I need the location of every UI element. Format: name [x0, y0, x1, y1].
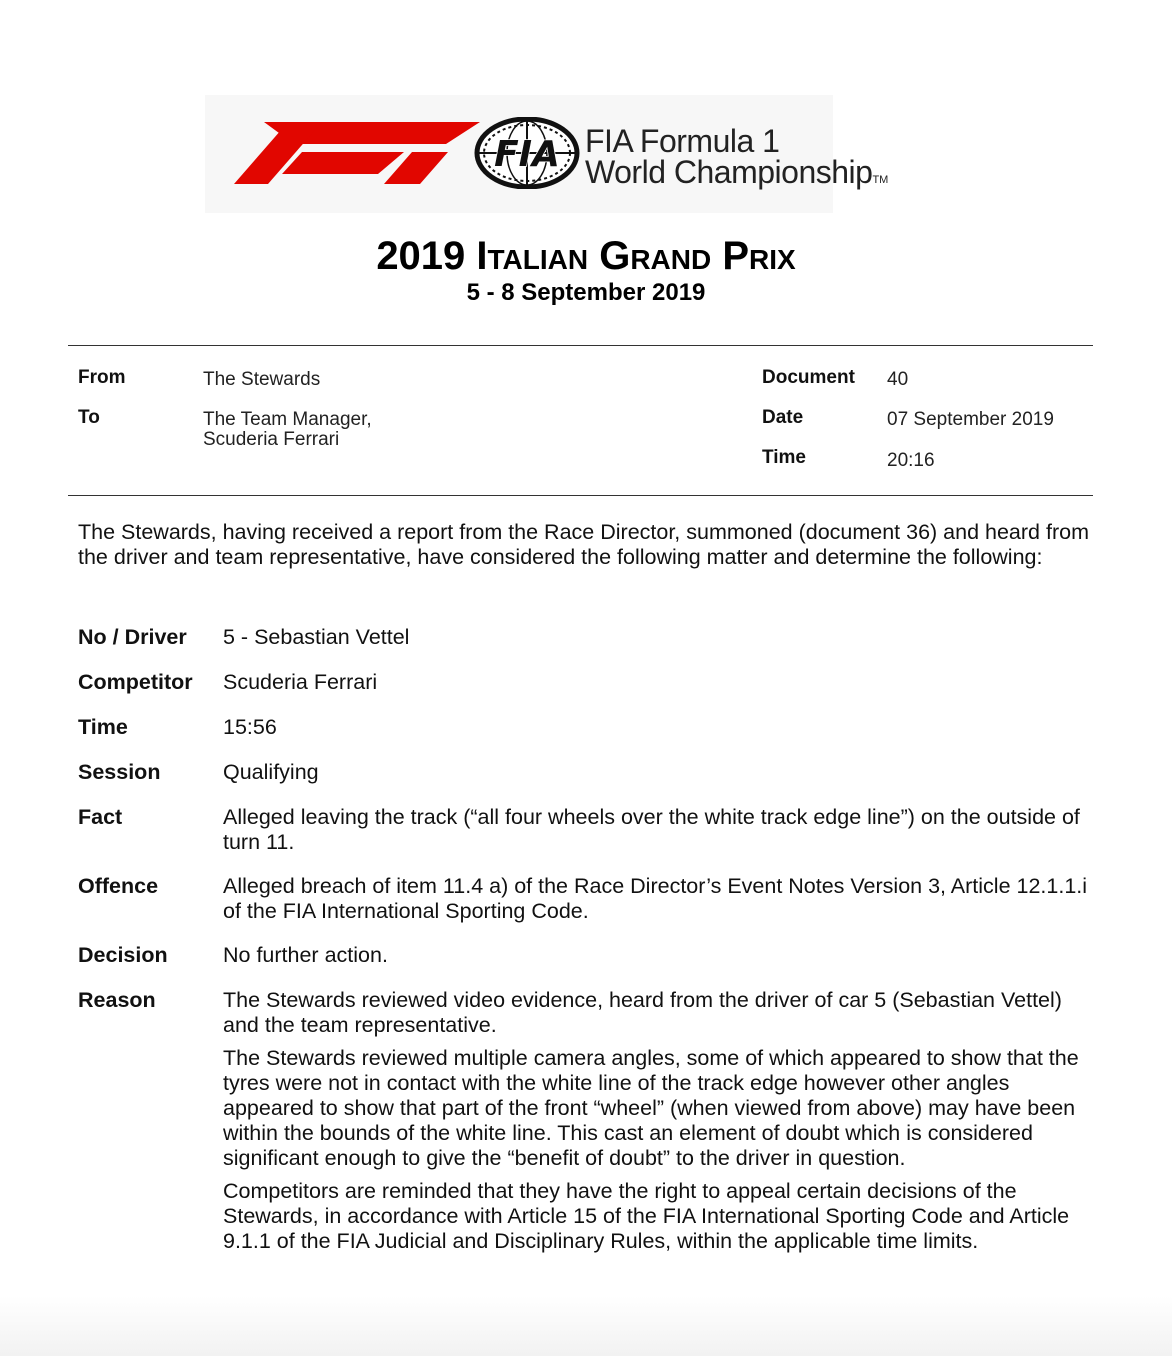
- fia-logo-text: FIA: [494, 134, 560, 175]
- offence-value: Alleged breach of item 11.4 a) of the Race Director’s Event Notes Version 3, Article 12.1.1.i of the FIA International Sporting Code.: [223, 874, 1088, 923]
- competitor-label: Competitor: [78, 670, 193, 694]
- event-title: 2019 Italian Grand Prix: [376, 234, 796, 278]
- fact-label: Fact: [78, 805, 123, 829]
- page-bottom-shadow: [0, 1296, 1172, 1356]
- header-bottom-divider: [68, 495, 1093, 496]
- document-label: Document: [762, 367, 855, 388]
- fact-value: Alleged leaving the track (“all four wheels over the white track edge line”) on the outside of turn 11.: [223, 805, 1080, 854]
- f1-logo-icon: [234, 122, 482, 184]
- driver-label: No / Driver: [78, 625, 187, 649]
- championship-line2: World Championship: [585, 154, 873, 190]
- decision-value: No further action.: [223, 943, 388, 967]
- session-value: Qualifying: [223, 760, 319, 784]
- incident-time-label: Time: [78, 715, 128, 739]
- reason-paragraph-3: Competitors are reminded that they have the right to appeal certain decisions of the Stewards, in accordance with Article 15 of the FIA International Sporting Code and Article 9.1.1 of the FIA Judicial and Disciplinary Rules, within the applicable time limits.: [223, 1179, 1070, 1253]
- decision-label: Decision: [78, 943, 168, 967]
- driver-value: 5 - Sebastian Vettel: [223, 625, 410, 649]
- time-value: 20:16: [887, 450, 935, 471]
- to-value-line1: The Team Manager,: [203, 409, 372, 430]
- incident-time-value: 15:56: [223, 715, 277, 739]
- championship-line1: FIA Formula 1: [585, 123, 780, 159]
- reason-label: Reason: [78, 988, 156, 1012]
- intro-paragraph: The Stewards, having received a report from the Race Director, summoned (document 36) and heard from the driver and team representative, have considered the following matter and determine the following:: [78, 520, 1089, 569]
- offence-label: Offence: [78, 874, 159, 898]
- time-label: Time: [762, 447, 807, 468]
- session-label: Session: [78, 760, 161, 784]
- championship-wordmark: [585, 123, 889, 196]
- event-dates: 5 - 8 September 2019: [466, 279, 706, 306]
- reason-paragraph-2: The Stewards reviewed multiple camera angles, some of which appeared to show that the tyres were not in contact with the white line of the track edge however other angles appeared to show that part of the front “wheel” (when viewed from above) may have been within the bounds of the white line. This cast an element of doubt which is considered significant enough to give the “benefit of doubt” to the driver in question.: [223, 1046, 1079, 1170]
- to-label: To: [78, 407, 100, 428]
- header-top-divider: [68, 345, 1093, 346]
- document-number: 40: [887, 369, 909, 390]
- reason-text: [223, 988, 1098, 1262]
- fia-globe-icon: [474, 117, 580, 189]
- to-value-line2: Scuderia Ferrari: [203, 429, 340, 450]
- from-value: The Stewards: [203, 369, 321, 390]
- from-label: From: [78, 367, 126, 388]
- reason-paragraph-1: The Stewards reviewed video evidence, heard from the driver of car 5 (Sebastian Vettel) and the team representative.: [223, 988, 1062, 1037]
- competitor-value: Scuderia Ferrari: [223, 670, 378, 694]
- date-label: Date: [762, 407, 804, 428]
- date-value: 07 September 2019: [887, 409, 1054, 430]
- trademark-mark: TM: [872, 174, 889, 186]
